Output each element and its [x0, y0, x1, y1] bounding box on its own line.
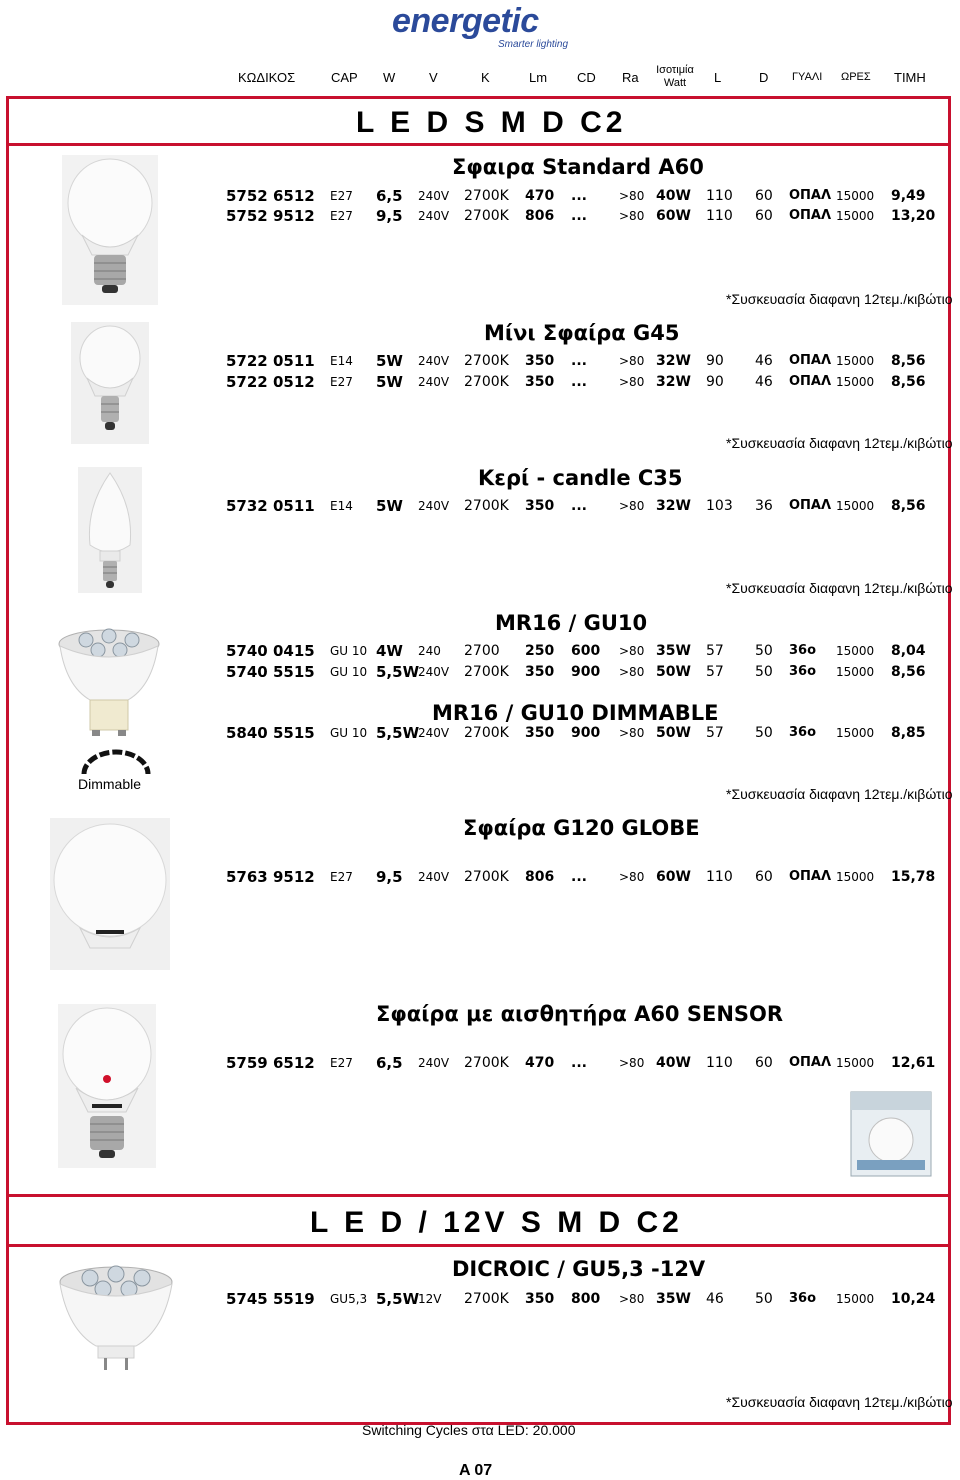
cell-l: 46 [706, 1291, 724, 1307]
cell-watt: 32W [656, 498, 691, 514]
cell-hours: 15000 [836, 209, 875, 223]
table-row [0, 206, 960, 226]
cell-d: 50 [755, 1291, 773, 1307]
packaging-note: *Συσκευασία διαφανη 12τεμ./κιβώτιο [726, 435, 953, 451]
cell-hours: 15000 [836, 354, 875, 368]
cell-k: 2700K [464, 498, 509, 514]
cell-ra: >80 [619, 726, 645, 740]
cell-hours: 15000 [836, 189, 875, 203]
cell-w: 9,5 [376, 207, 403, 225]
cell-lm: 350 [525, 374, 555, 390]
cell-cap: E27 [330, 870, 353, 884]
cell-price: 10,24 [891, 1291, 936, 1307]
col-header-glass: ΓΥΑΛΙ [792, 71, 823, 83]
cell-ra: >80 [619, 354, 645, 368]
cell-l: 90 [706, 353, 724, 369]
cell-d: 50 [755, 664, 773, 680]
cell-watt: 60W [656, 208, 691, 224]
cell-price: 8,56 [891, 498, 926, 514]
cell-glass: 36ο [789, 643, 817, 658]
group-title-dicroic: DICROIC / GU5,3 -12V [452, 1257, 706, 1281]
cell-cap: GU5,3 [330, 1292, 368, 1306]
group-title-a60: Σφαιρα Standard A60 [452, 155, 704, 179]
group-title-mr16: MR16 / GU10 [495, 611, 648, 635]
cell-lm: 350 [525, 664, 555, 680]
cell-hours: 15000 [836, 1056, 875, 1070]
cell-code: 5752 9512 [226, 207, 315, 225]
cell-w: 5,5W [376, 663, 420, 681]
cell-k: 2700K [464, 208, 509, 224]
cell-cap: E27 [330, 189, 353, 203]
cell-lm: 470 [525, 188, 555, 204]
cell-ra: >80 [619, 375, 645, 389]
cell-glass: ΟΠΑΛ [789, 498, 832, 513]
cell-cd: 900 [571, 725, 601, 741]
cell-watt: 35W [656, 1291, 691, 1307]
cell-cd: ... [571, 869, 587, 885]
col-header-watt-line2: Watt [663, 77, 687, 89]
group-title-g45: Μίνι Σφαίρα G45 [484, 321, 680, 345]
col-header-ra: Ra [622, 70, 639, 85]
group-title-g120: Σφαίρα G120 GLOBE [463, 816, 700, 840]
group-title-c35: Κερί - candle C35 [478, 466, 683, 490]
cell-v: 240 [418, 644, 441, 658]
cell-price: 8,56 [891, 374, 926, 390]
cell-cd: ... [571, 188, 587, 204]
cell-cap: E27 [330, 375, 353, 389]
group-title-sensor: Σφαίρα με αισθητήρα A60 SENSOR [376, 1002, 784, 1026]
g120-globe-image [50, 818, 170, 970]
cell-price: 12,61 [891, 1055, 936, 1071]
cell-w: 9,5 [376, 868, 403, 886]
cell-v: 240V [418, 870, 450, 884]
cell-ra: >80 [619, 1056, 645, 1070]
cell-d: 60 [755, 208, 773, 224]
cell-glass: ΟΠΑΛ [789, 869, 832, 884]
table-row [0, 496, 960, 516]
cell-glass: ΟΠΑΛ [789, 188, 832, 203]
cell-watt: 50W [656, 725, 691, 741]
cell-lm: 806 [525, 869, 555, 885]
cell-d: 60 [755, 1055, 773, 1071]
cell-price: 8,04 [891, 643, 926, 659]
col-header-d: D [759, 70, 769, 85]
cell-w: 5,5W [376, 724, 420, 742]
cell-watt: 32W [656, 353, 691, 369]
table-row [0, 867, 960, 887]
cell-ra: >80 [619, 209, 645, 223]
cell-cd: 800 [571, 1291, 601, 1307]
cell-cap: E14 [330, 354, 353, 368]
cell-glass: 36ο [789, 664, 817, 679]
cell-k: 2700K [464, 188, 509, 204]
cell-l: 110 [706, 208, 733, 224]
cell-w: 5W [376, 352, 403, 370]
cell-cap: E27 [330, 209, 353, 223]
col-header-watt [654, 64, 696, 90]
cell-v: 240V [418, 726, 450, 740]
cell-ra: >80 [619, 189, 645, 203]
cell-v: 240V [418, 375, 450, 389]
cell-code: 5722 0512 [226, 373, 315, 391]
cell-cap: GU 10 [330, 726, 368, 740]
col-header-w: W [383, 70, 396, 85]
cell-hours: 15000 [836, 1292, 875, 1306]
dimmable-label: Dimmable [78, 776, 142, 792]
brand-name: energetic [392, 2, 539, 40]
cell-glass: ΟΠΑΛ [789, 353, 832, 368]
section-divider [9, 1194, 948, 1197]
cell-k: 2700 [464, 643, 500, 659]
cell-lm: 470 [525, 1055, 555, 1071]
cell-watt: 32W [656, 374, 691, 390]
cell-cd: 900 [571, 664, 601, 680]
cell-d: 36 [755, 498, 773, 514]
packaging-note: *Συσκευασία διαφανη 12τεμ./κιβώτιο [726, 291, 953, 307]
page-number: A 07 [459, 1462, 493, 1479]
cell-cd: ... [571, 1055, 587, 1071]
packaging-note: *Συσκευασία διαφανη 12τεμ./κιβώτιο [726, 786, 953, 802]
col-header-lm: Lm [529, 70, 548, 85]
cell-cap: GU 10 [330, 644, 368, 658]
dimmable-badge [78, 748, 154, 794]
dicroic-gu53-image [56, 1264, 176, 1374]
cell-watt: 35W [656, 643, 691, 659]
cell-d: 50 [755, 643, 773, 659]
cell-hours: 15000 [836, 726, 875, 740]
section-divider [9, 1244, 948, 1247]
cell-glass: ΟΠΑΛ [789, 1055, 832, 1070]
col-header-watt-line1: Ισοτιμία [656, 64, 694, 76]
cell-lm: 350 [525, 353, 555, 369]
brand-tagline: Smarter lighting [498, 39, 569, 50]
cell-glass: 36ο [789, 1291, 817, 1306]
cell-k: 2700K [464, 353, 509, 369]
cell-l: 90 [706, 374, 724, 390]
packaging-note: *Συσκευασία διαφανη 12τεμ./κιβώτιο [726, 580, 953, 596]
cell-v: 240V [418, 189, 450, 203]
cell-l: 110 [706, 188, 733, 204]
cell-glass: 36ο [789, 725, 817, 740]
cell-ra: >80 [619, 1292, 645, 1306]
col-header-v: V [429, 70, 438, 85]
cell-cap: E27 [330, 1056, 353, 1070]
cell-hours: 15000 [836, 644, 875, 658]
cell-l: 57 [706, 664, 724, 680]
cell-code: 5722 0511 [226, 352, 315, 370]
cell-k: 2700K [464, 1291, 509, 1307]
table-row [0, 662, 960, 682]
col-header-price: ΤΙΜΗ [894, 70, 926, 85]
cell-lm: 806 [525, 208, 555, 224]
cell-v: 240V [418, 354, 450, 368]
cell-v: 240V [418, 209, 450, 223]
cell-w: 4W [376, 642, 403, 660]
section-title-led-smd: L E D S M D C2 [356, 106, 627, 139]
cell-hours: 15000 [836, 499, 875, 513]
cell-l: 110 [706, 1055, 733, 1071]
cell-lm: 350 [525, 498, 555, 514]
cell-k: 2700K [464, 374, 509, 390]
cell-watt: 60W [656, 869, 691, 885]
cell-ra: >80 [619, 665, 645, 679]
cell-cap: E14 [330, 499, 353, 513]
cell-k: 2700K [464, 664, 509, 680]
cell-lm: 250 [525, 643, 555, 659]
table-row [0, 1053, 960, 1073]
cell-v: 12V [418, 1292, 442, 1306]
brand-logo [392, 2, 572, 52]
cell-cd: ... [571, 498, 587, 514]
section-divider [9, 143, 948, 146]
col-header-hours: ΩΡΕΣ [841, 71, 871, 83]
group-title-mr16-dimmable: MR16 / GU10 DIMMABLE [432, 701, 719, 725]
col-header-cd: CD [577, 70, 596, 85]
cell-d: 46 [755, 374, 773, 390]
c35-candle-image [78, 467, 142, 593]
table-row [0, 1289, 960, 1309]
cell-d: 50 [755, 725, 773, 741]
cell-price: 8,56 [891, 353, 926, 369]
table-row [0, 351, 960, 371]
table-row [0, 186, 960, 206]
cell-code: 5752 6512 [226, 187, 315, 205]
packaging-note: *Συσκευασία διαφανη 12τεμ./κιβώτιο [726, 1394, 953, 1410]
cell-watt: 50W [656, 664, 691, 680]
cell-w: 5W [376, 497, 403, 515]
cell-w: 6,5 [376, 1054, 403, 1072]
dimmable-icon [78, 748, 154, 778]
cell-v: 240V [418, 665, 450, 679]
cell-hours: 15000 [836, 375, 875, 389]
cell-price: 8,56 [891, 664, 926, 680]
cell-glass: ΟΠΑΛ [789, 208, 832, 223]
cell-cap: GU 10 [330, 665, 368, 679]
cell-w: 6,5 [376, 187, 403, 205]
cell-d: 60 [755, 869, 773, 885]
a60-bulb-image [62, 155, 158, 305]
cell-price: 8,85 [891, 725, 926, 741]
table-row [0, 723, 960, 743]
cell-k: 2700K [464, 869, 509, 885]
table-row [0, 372, 960, 392]
col-header-k: K [481, 70, 490, 85]
cell-price: 9,49 [891, 188, 926, 204]
cell-l: 57 [706, 643, 724, 659]
cell-v: 240V [418, 499, 450, 513]
cell-l: 103 [706, 498, 733, 514]
cell-ra: >80 [619, 644, 645, 658]
cell-w: 5,5W [376, 1290, 420, 1308]
cell-watt: 40W [656, 188, 691, 204]
cell-d: 60 [755, 188, 773, 204]
cell-l: 110 [706, 869, 733, 885]
cell-watt: 40W [656, 1055, 691, 1071]
cell-code: 5740 0415 [226, 642, 315, 660]
a60-sensor-bulb-image [58, 1004, 156, 1168]
cell-lm: 350 [525, 725, 555, 741]
cell-v: 240V [418, 1056, 450, 1070]
table-row [0, 641, 960, 661]
cell-ra: >80 [619, 870, 645, 884]
cell-hours: 15000 [836, 870, 875, 884]
cell-hours: 15000 [836, 665, 875, 679]
cell-price: 13,20 [891, 208, 936, 224]
cell-cd: 600 [571, 643, 601, 659]
packaging-box-image [843, 1082, 939, 1180]
cell-ra: >80 [619, 499, 645, 513]
cell-w: 5W [376, 373, 403, 391]
cell-cd: ... [571, 353, 587, 369]
cell-code: 5740 5515 [226, 663, 315, 681]
cell-lm: 350 [525, 1291, 555, 1307]
cell-k: 2700K [464, 1055, 509, 1071]
cell-glass: ΟΠΑΛ [789, 374, 832, 389]
cell-k: 2700K [464, 725, 509, 741]
cell-code: 5759 6512 [226, 1054, 315, 1072]
col-header-code: ΚΩΔΙΚΟΣ [238, 70, 296, 85]
cell-code: 5763 9512 [226, 868, 315, 886]
section-title-led-12v: L E D / 12V S M D C2 [310, 1206, 683, 1239]
cell-d: 46 [755, 353, 773, 369]
cell-code: 5745 5519 [226, 1290, 315, 1308]
cell-l: 57 [706, 725, 724, 741]
cell-cd: ... [571, 208, 587, 224]
col-header-l: L [714, 70, 722, 85]
cell-code: 5840 5515 [226, 724, 315, 742]
col-header-cap: CAP [331, 70, 358, 85]
cell-cd: ... [571, 374, 587, 390]
cell-price: 15,78 [891, 869, 936, 885]
switching-cycles-note: Switching Cycles στα LED: 20.000 [362, 1422, 576, 1438]
cell-code: 5732 0511 [226, 497, 315, 515]
